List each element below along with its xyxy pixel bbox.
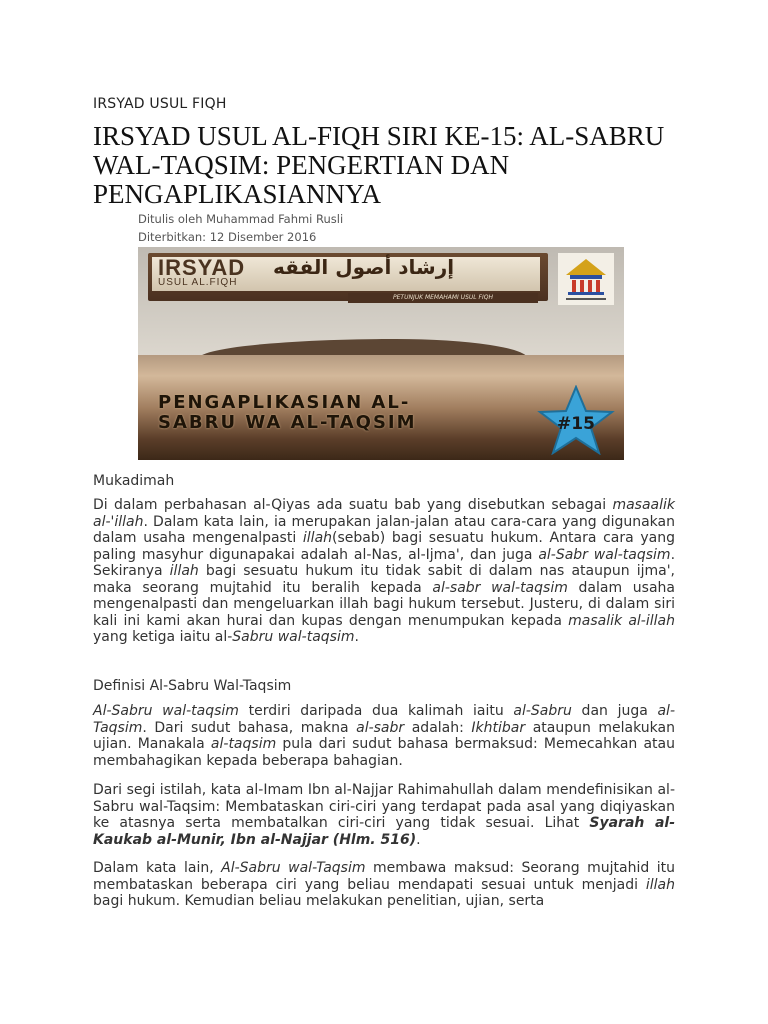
article-title: IRSYAD USUL AL-FIQH SIRI KE-15: AL-SABRU WAL-TAQSIM: PENGERTIAN DAN PENGAPLIKASIANNYA — [93, 121, 665, 209]
banner-brand-top: IRSYAD — [158, 255, 246, 280]
episode-badge: #15 — [557, 414, 595, 434]
article-banner-image — [138, 247, 624, 460]
banner-headline-line2: SABRU WA AL-TAQSIM — [158, 412, 417, 433]
category-label: IRSYAD USUL FIQH — [93, 96, 227, 112]
banner-headline — [158, 393, 417, 433]
banner-tagline: PETUNJUK MEMAHAMI USUL FIQH — [348, 293, 538, 303]
paragraph-intro: Di dalam perbahasan al-Qiyas ada suatu bab yang disebutkan sebagai masaalik al-'illah. Dalam kata lain, ia merupakan jalan-jalan atau cara-cara yang digunakan dalam usaha mengenalpasti illah(sebab) bagi sesuatu hukum. Antara cara yang paling masyhur digunapakai adalah al-Nas, al-Ijma', dan juga al-Sabr wal-taqsim. Sekiranya illah bagi sesuatu hukum itu tidak sabit di dalam nas ataupun ijma', maka seorang mujtahid itu beralih kepada al-sabr wal-taqsim dalam usaha mengenalpasti dan mengeluarkan illah bagi hukum tersebut. Justeru, di dalam siri kali ini kami akan hurai dan kupas dengan menumpukan kepada masalik al-illah yang ketiga iaitu al-Sabru wal-taqsim. — [93, 497, 676, 645]
published-date: Diterbitkan: 12 Disember 2016 — [138, 230, 317, 244]
episode-star-icon — [536, 385, 616, 455]
paragraph-definition-language: Al-Sabru wal-taqsim terdiri daripada dua kalimah iaitu al-Sabru dan juga al-Taqsim. Dari sudut bahasa, makna al-sabr adalah: Ikhtibar ataupun melakukan ujian. Manakala al-taqsim pula dari sudut bahasa bermaksud: Memecahkan atau membahagikan kepada beberapa bahagian. — [93, 703, 675, 769]
banner-headline-line1: PENGAPLIKASIAN AL- — [158, 392, 411, 413]
banner-arabic-title: إرشاد أصول الفقه — [273, 255, 455, 279]
banner-brand-bottom: USUL AL.FIQH — [158, 277, 238, 288]
paragraph-definition-term: Dari segi istilah, kata al-Imam Ibn al-Najjar Rahimahullah dalam mendefinisikan al-Sabru wal-Taqsim: Membataskan ciri-ciri yang terdapat pada asal yang diqiyaskan ke atasnya serta membatalkan ciri-ciri yang tidak sesuai. Lihat Syarah al-Kaukab al-Munir, Ibn al-Najjar (Hlm. 516). — [93, 782, 676, 848]
author-line: Ditulis oleh Muhammad Fahmi Rusli — [138, 212, 344, 226]
section-heading-definisi: Definisi Al-Sabru Wal-Taqsim — [93, 678, 292, 694]
paragraph-other-words: Dalam kata lain, Al-Sabru wal-Taqsim membawa maksud: Seorang mujtahid itu membataskan beberapa ciri yang beliau mendapati sesuai untuk menjadi illah bagi hukum. Kemudian beliau melakukan penelitian, ujian, serta — [93, 860, 675, 909]
section-heading-mukadimah: Mukadimah — [93, 473, 175, 489]
mufti-office-logo-icon — [558, 253, 614, 305]
